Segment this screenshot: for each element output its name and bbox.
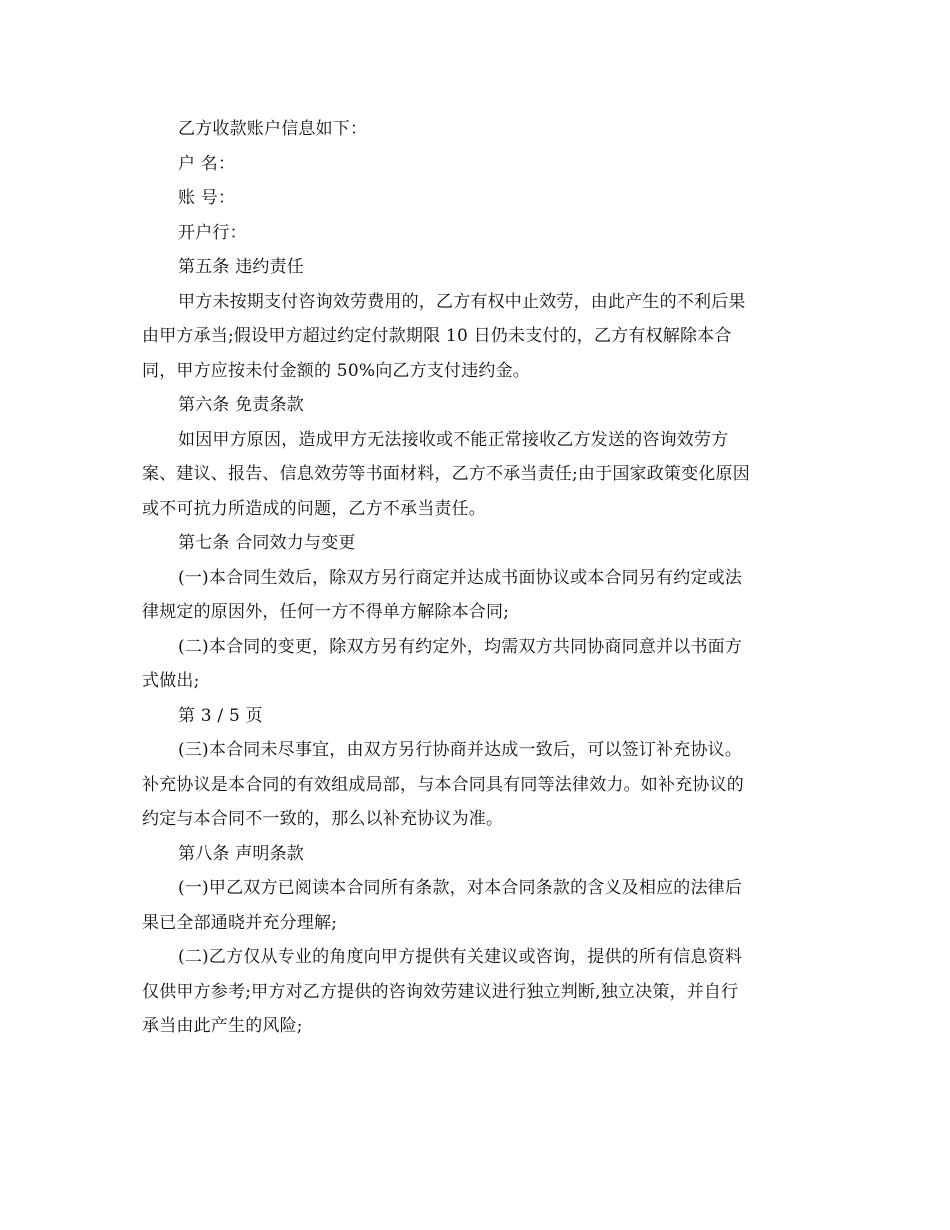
text-line: 补充协议是本合同的有效组成局部，与本合同具有同等法律效力。如补充协议的: [142, 774, 744, 795]
text-line: 果已全部通晓并充分理解;: [142, 912, 338, 933]
text-line: 同，甲方应按未付金额的 50%向乙方支付违约金。: [142, 360, 530, 381]
section-heading: 第八条 声明条款: [178, 843, 305, 864]
text-line: (一)甲乙双方已阅读本合同所有条款，对本合同条款的含义及相应的法律后: [178, 878, 743, 898]
text-line: 仅供甲方参考;甲方对乙方提供的咨询效劳建议进行独立判断,独立决策，并自行: [142, 981, 739, 1002]
text-line: 承当由此产生的风险;: [142, 1016, 303, 1036]
text-line: (二)本合同的变更，除双方另有约定外，均需双方共同协商同意并以书面方: [178, 636, 743, 657]
section-heading: 第六条 免责条款: [178, 395, 305, 415]
document-body: [142, 112, 808, 1044]
text-line: 甲方未按期支付咨询效劳费用的，乙方有权中止效劳，由此产生的不利后果: [178, 291, 746, 312]
text-line: 案、建议、报告、信息效劳等书面材料，乙方不承当责任;由于国家政策变化原因: [142, 464, 750, 484]
text-line: 如因甲方原因，造成甲方无法接收或不能正常接收乙方发送的咨询效劳方: [178, 429, 729, 450]
section-heading: 第五条 违约责任: [178, 257, 305, 277]
text-line: 或不可抗力所造成的问题，乙方不承当责任。: [142, 498, 486, 519]
text-line: 户 名：: [178, 153, 236, 174]
text-line: 由甲方承当;假设甲方超过约定付款期限 10 日仍未支付的，乙方有权解除本合: [142, 326, 732, 346]
text-line: 律规定的原因外，任何一方不得单方解除本合同;: [142, 602, 510, 622]
text-line: (一)本合同生效后，除双方另行商定并达成书面协议或本合同另有约定或法: [178, 567, 743, 588]
text-line: 约定与本合同不一致的，那么以补充协议为准。: [142, 809, 504, 829]
text-line: 乙方收款账户信息如下：: [178, 119, 368, 139]
text-line: 开户行：: [178, 222, 247, 243]
section-heading: 第七条 合同效力与变更: [178, 533, 356, 553]
text-line: 账 号：: [178, 188, 236, 208]
text-line: (三)本合同未尽事宜，由双方另行协商并达成一致后，可以签订补充协议。: [178, 740, 743, 760]
page-number: 第 3 / 5 页: [178, 705, 263, 726]
text-line: 式做出;: [142, 671, 200, 691]
text-line: (二)乙方仅从专业的角度向甲方提供有关建议或咨询，提供的所有信息资料: [178, 947, 743, 967]
